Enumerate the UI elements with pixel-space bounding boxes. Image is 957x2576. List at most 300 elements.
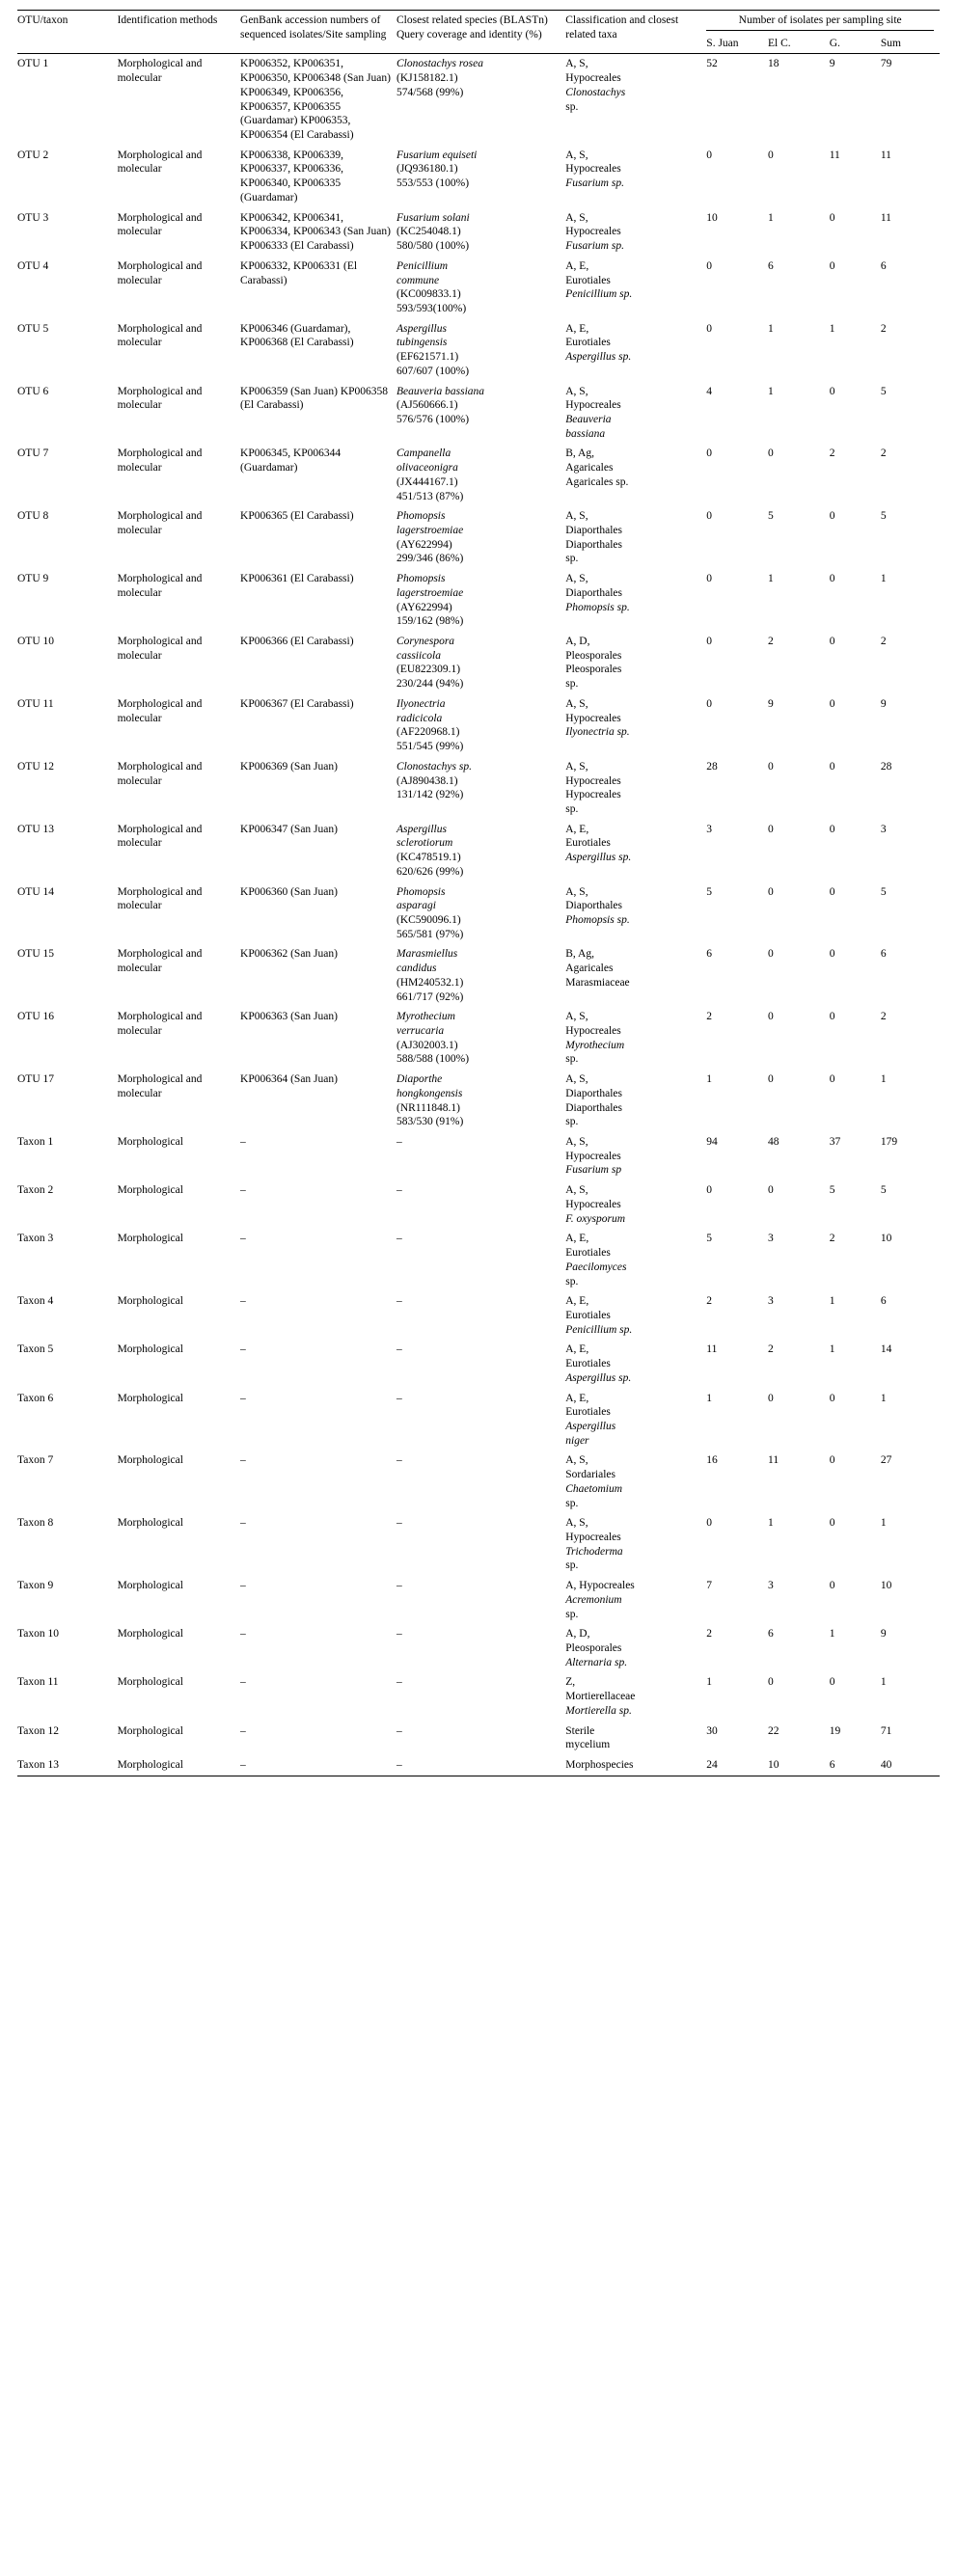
cell-count-sum: 9 [880,697,887,710]
cell-count-guardamar: 0 [829,697,835,710]
cell-identification-methods: Morphological [117,1628,183,1641]
cell-count-el-carabassi: 10 [768,1755,830,1776]
cell-identification-methods: Morphological [117,1233,183,1245]
cell-classification [565,694,706,757]
header-number-of-isolates [706,11,940,34]
classification-line: B, Ag, [565,948,594,961]
header-classification: Classification and closest related taxa [565,11,706,54]
cell-identification-methods: Morphological and molecular [117,322,203,349]
classification-line: sp. [565,1559,579,1572]
cell-genbank-accession: KP006369 (San Juan) [240,760,338,773]
cell-classification [565,944,706,1007]
cell-count-guardamar: 0 [829,211,835,224]
cell-count-sum: 40 [881,1755,940,1776]
classification-line: F. oxysporum [565,1212,626,1225]
cell-count-guardamar: 0 [829,823,835,835]
cell-closest-related-species [396,694,565,757]
cell-classification [565,1672,706,1721]
cell-count-san-juan: 0 [706,447,713,460]
blast-line: 593/593(100%) [396,302,467,314]
cell-classification [565,1513,706,1576]
classification-line: Aspergillus [565,1420,616,1432]
cell-genbank-accession: – [240,1517,246,1530]
cell-classification [565,1180,706,1229]
blast-line: (EU822309.1) [396,664,461,676]
classification-line: A, S, [565,211,588,224]
cell-identification-methods: Morphological and molecular [117,885,203,912]
cell-otu-taxon: OTU 7 [17,447,49,460]
cell-closest-related-species [396,569,565,632]
cell-count-el-carabassi: 2 [768,636,774,648]
blast-line: olivaceonigra [396,462,458,475]
classification-line: A, S, [565,149,588,161]
cell-identification-methods: Morphological [117,1392,183,1404]
blast-line: 299/346 (86%) [396,553,464,565]
classification-line: Mortierellaceae [565,1691,636,1703]
blast-line: sclerotiorum [396,837,453,850]
classification-line: Paecilomyces [565,1261,627,1273]
classification-line: sp. [565,553,579,565]
blast-line: Aspergillus [396,823,447,835]
table-row [17,1576,940,1624]
classification-line: Clonostachys [565,86,626,98]
cell-count-guardamar: 0 [829,1454,835,1467]
cell-count-san-juan: 1 [706,1392,713,1404]
cell-count-el-carabassi: 2 [768,1343,774,1356]
cell-count-guardamar: 1 [829,1628,835,1641]
cell-count-sum: 6 [880,948,887,961]
cell-closest-related-species [396,319,565,382]
cell-count-el-carabassi: 0 [768,1184,774,1197]
cell-count-san-juan: 5 [706,1233,713,1245]
classification-line: Hypocreales [565,789,621,801]
classification-line: Eurotiales [565,1309,611,1321]
blast-line: (JX444167.1) [396,475,458,488]
blast-line: – [396,1724,402,1737]
cell-closest-related-species [396,820,565,882]
table-row [17,1229,940,1291]
cell-otu-taxon: Taxon 1 [17,1136,54,1149]
table-row [17,1672,940,1721]
classification-line: Fusarium sp [565,1164,622,1177]
header-number-of-isolates-label: Number of isolates per sampling site [706,14,934,31]
classification-line: Diaporthales [565,1101,623,1114]
cell-closest-related-species [396,382,565,445]
classification-line: Diaporthales [565,900,623,912]
cell-genbank-accession: KP006359 (San Juan) KP006358 (El Carabassi) [240,385,389,412]
cell-closest-related-species [396,1132,565,1180]
cell-count-sum: 179 [880,1136,898,1149]
cell-count-san-juan: 1 [706,1073,713,1086]
blast-line: 574/568 (99%) [396,86,464,98]
cell-classification [565,1291,706,1340]
cell-identification-methods: Morphological and molecular [117,1073,203,1099]
cell-genbank-accession: – [240,1295,246,1308]
table-row [17,694,940,757]
cell-classification [565,569,706,632]
blast-line: – [396,1759,402,1772]
cell-count-san-juan: 0 [706,149,713,161]
cell-otu-taxon: OTU 17 [17,1073,55,1086]
classification-line: Diaporthales [565,538,623,551]
cell-count-san-juan: 52 [706,54,768,146]
cell-classification [565,1755,706,1776]
cell-count-el-carabassi: 0 [768,885,774,898]
cell-count-san-juan: 0 [706,259,713,272]
cell-otu-taxon: Taxon 9 [17,1580,54,1592]
cell-count-el-carabassi: 0 [768,1073,774,1086]
cell-count-san-juan: 7 [706,1580,713,1592]
cell-identification-methods: Morphological [117,1580,183,1592]
cell-identification-methods: Morphological [117,1184,183,1197]
cell-identification-methods: Morphological and molecular [118,54,240,146]
cell-count-san-juan: 2 [706,1295,713,1308]
cell-identification-methods: Morphological and molecular [117,211,203,238]
cell-otu-taxon: OTU 3 [17,211,49,224]
cell-identification-methods: Morphological and molecular [117,823,203,850]
cell-closest-related-species [396,1229,565,1291]
classification-line: A, S, [565,885,588,898]
cell-closest-related-species [396,757,565,820]
blast-line: (KJ158182.1) [396,72,458,85]
cell-otu-taxon: OTU 11 [17,697,54,710]
cell-classification [565,1070,706,1132]
header-site-san-juan: S. Juan [706,37,739,49]
cell-count-san-juan: 0 [706,636,713,648]
blast-line: (AY622994) [396,538,452,551]
cell-count-guardamar: 9 [830,54,881,146]
classification-line: A, S, [565,510,588,523]
classification-line: Acremonium [565,1593,622,1606]
classification-line: Pleosporales [565,664,622,676]
classification-line: A, S, [565,573,588,585]
header-genbank-accession: GenBank accession numbers of sequenced isolates/Site sampling [240,11,396,54]
cell-genbank-accession: – [240,1392,246,1404]
cell-count-san-juan: 0 [706,322,713,335]
header-identification-methods: Identification methods [118,11,240,54]
cell-identification-methods: Morphological and molecular [117,573,203,599]
blast-line: – [396,1136,402,1149]
table-row [17,257,940,319]
cell-genbank-accession: KP006363 (San Juan) [240,1011,338,1023]
cell-count-sum: 6 [880,1295,887,1308]
classification-line: sp. [565,1116,579,1128]
cell-genbank-accession: KP006361 (El Carabassi) [240,573,354,585]
cell-classification [565,146,706,208]
cell-otu-taxon: OTU 2 [17,149,49,161]
cell-count-sum: 11 [880,149,891,161]
blast-line: 576/576 (100%) [396,413,470,425]
cell-closest-related-species [396,1389,565,1451]
cell-genbank-accession: KP006352, KP006351, KP006350, KP006348 (San Juan) KP006349, KP006356, KP006357, KP006355 (Guardamar) KP006353, KP006354 (El Carabassi) [240,54,396,146]
blast-line: (AF220968.1) [396,726,460,739]
cell-count-guardamar: 5 [829,1184,835,1197]
classification-line: Chaetomium [565,1482,623,1495]
cell-count-san-juan: 0 [706,697,713,710]
cell-count-guardamar: 1 [829,1343,835,1356]
classification-line: Agaricales [565,462,614,475]
cell-count-sum: 2 [880,322,887,335]
cell-genbank-accession: – [240,1628,246,1641]
cell-classification [565,632,706,694]
blast-line: (KC590096.1) [396,913,461,926]
cell-count-san-juan: 2 [706,1628,713,1641]
cell-classification [565,1229,706,1291]
cell-count-sum: 79 [881,54,940,146]
cell-classification [565,208,706,257]
cell-otu-taxon: Taxon 7 [17,1454,54,1467]
classification-line: A, S, [565,1136,588,1149]
blast-line: – [396,1454,402,1467]
cell-identification-methods: Morphological and molecular [117,636,203,662]
cell-closest-related-species [396,1451,565,1513]
cell-genbank-accession: KP006362 (San Juan) [240,948,338,961]
cell-classification [565,444,706,506]
cell-count-san-juan: 1 [706,1676,713,1689]
classification-line: A, S, [565,1184,588,1197]
classification-line: Diaporthales [565,586,623,599]
cell-count-el-carabassi: 11 [768,1454,779,1467]
cell-count-sum: 11 [880,211,891,224]
classification-line: niger [565,1434,589,1447]
cell-count-san-juan: 24 [706,1755,768,1776]
blast-line: 620/626 (99%) [396,865,464,878]
classification-line: Pleosporales [565,1642,622,1655]
cell-count-sum: 2 [880,1011,887,1023]
blast-line: 230/244 (94%) [396,678,464,691]
classification-line: Beauveria [565,413,612,425]
cell-count-sum: 10 [880,1233,892,1245]
classification-line: Sterile [565,1724,595,1737]
cell-count-el-carabassi: 9 [768,697,774,710]
cell-classification [565,1451,706,1513]
cell-count-sum: 10 [880,1580,892,1592]
classification-line: Fusarium sp. [565,177,624,190]
classification-line: Myrothecium [565,1039,625,1051]
cell-count-sum: 2 [880,447,887,460]
cell-identification-methods: Morphological and molecular [117,149,203,176]
classification-line: Hypocreales [565,72,621,85]
table-row [17,506,940,569]
table-row [17,146,940,208]
cell-closest-related-species [396,257,565,319]
header-site-guardamar: G. [829,37,840,49]
cell-genbank-accession: – [240,1755,396,1776]
cell-genbank-accession: – [240,1454,246,1467]
table-row [17,1180,940,1229]
cell-count-sum: 5 [880,385,887,397]
cell-count-sum: 1 [880,1392,887,1404]
cell-otu-taxon: OTU 16 [17,1011,55,1023]
blast-line: Marasmiellus [396,948,458,961]
blast-line: – [396,1676,402,1689]
classification-line: Hypocreales [565,1025,621,1037]
cell-count-guardamar: 0 [829,1676,835,1689]
cell-genbank-accession: KP006346 (Guardamar), KP006368 (El Carabassi) [240,322,354,349]
classification-line: Fusarium sp. [565,240,624,253]
blast-line: 159/162 (98%) [396,615,464,628]
cell-count-guardamar: 0 [829,1073,835,1086]
cell-count-el-carabassi: 0 [768,149,774,161]
cell-closest-related-species [396,1624,565,1672]
cell-genbank-accession: – [240,1343,246,1356]
cell-count-el-carabassi: 6 [768,259,774,272]
classification-line: Alternaria sp. [565,1656,628,1668]
cell-classification [565,882,706,945]
table-row [17,882,940,945]
cell-classification [565,1722,706,1755]
blast-line: Diaporthe [396,1073,443,1086]
classification-line: Penicillium sp. [565,1323,633,1336]
cell-identification-methods: Morphological and molecular [117,385,203,412]
blast-line: Beauveria bassiana [396,385,485,397]
cell-count-guardamar: 0 [829,510,835,523]
cell-count-el-carabassi: 1 [768,385,774,397]
blast-line: verrucaria [396,1025,445,1037]
cell-count-san-juan: 6 [706,948,713,961]
cell-count-sum: 1 [880,573,887,585]
blast-line: (KC009833.1) [396,288,461,301]
classification-line: Sordariales [565,1469,615,1481]
blast-line: Aspergillus [396,322,447,335]
cell-closest-related-species [396,882,565,945]
table-row [17,1624,940,1672]
blast-line: Phomopsis [396,885,446,898]
cell-count-el-carabassi: 0 [768,823,774,835]
cell-otu-taxon: OTU 6 [17,385,49,397]
classification-line: A, E, [565,1343,589,1356]
classification-line: A, S, [565,760,588,773]
classification-line: Eurotiales [565,1247,611,1260]
cell-genbank-accession: KP006342, KP006341, KP006334, KP006343 (San Juan) KP006333 (El Carabassi) [240,211,391,253]
cell-otu-taxon: OTU 14 [17,885,55,898]
classification-line: sp. [565,678,579,691]
cell-count-guardamar: 1 [829,1295,835,1308]
classification-line: Agaricales sp. [565,475,629,488]
blast-line: Clonostachys rosea [396,58,483,70]
blast-line: 583/530 (91%) [396,1116,464,1128]
blast-line: – [396,1343,402,1356]
cell-count-san-juan: 30 [706,1724,718,1737]
table-row [17,757,940,820]
header-site-el-carabassi: El C. [768,37,791,49]
cell-identification-methods: Morphological and molecular [117,760,203,787]
cell-otu-taxon: Taxon 8 [17,1517,54,1530]
cell-count-sum: 5 [880,510,887,523]
blast-line: radicicola [396,712,443,724]
cell-count-guardamar: 0 [829,1392,835,1404]
blast-line: hongkongensis [396,1087,463,1099]
cell-closest-related-species [396,1291,565,1340]
classification-line: Hypocreales [565,712,621,724]
classification-line: Morphospecies [565,1759,634,1772]
classification-line: Aspergillus sp. [565,852,632,864]
table-row [17,1755,940,1776]
cell-identification-methods: Morphological [117,1724,183,1737]
cell-classification [565,1132,706,1180]
cell-identification-methods: Morphological and molecular [117,1011,203,1037]
cell-classification [565,820,706,882]
blast-line: (AJ890438.1) [396,774,458,787]
table-body [17,54,940,1776]
cell-count-guardamar: 0 [829,885,835,898]
blast-line: tubingensis [396,337,448,349]
cell-count-el-carabassi: 0 [768,760,774,773]
table-row [17,208,940,257]
cell-count-sum: 28 [880,760,892,773]
cell-otu-taxon: Taxon 13 [17,1755,118,1776]
cell-otu-taxon: Taxon 4 [17,1295,54,1308]
classification-line: Eurotiales [565,337,611,349]
blast-line: 588/588 (100%) [396,1053,470,1066]
cell-count-guardamar: 37 [829,1136,841,1149]
classification-line: Agaricales [565,963,614,975]
blast-line: Fusarium solani [396,211,470,224]
cell-count-el-carabassi: 3 [768,1580,774,1592]
cell-closest-related-species [396,632,565,694]
cell-identification-methods: Morphological [117,1517,183,1530]
cell-count-sum: 1 [880,1517,887,1530]
cell-identification-methods: Morphological [117,1343,183,1356]
cell-count-sum: 2 [880,636,887,648]
table-row [17,1340,940,1388]
blast-line: 131/142 (92%) [396,789,464,801]
cell-count-el-carabassi: 6 [768,1628,774,1641]
cell-classification [565,757,706,820]
cell-identification-methods: Morphological and molecular [117,447,203,475]
cell-genbank-accession: KP006365 (El Carabassi) [240,510,354,523]
blast-line: (HM240532.1) [396,976,464,989]
blast-line: (AJ560666.1) [396,399,458,412]
classification-line: A, S, [565,1073,588,1086]
cell-genbank-accession: – [240,1724,246,1737]
blast-line: Myrothecium [396,1011,455,1023]
cell-otu-taxon: Taxon 6 [17,1392,54,1404]
cell-count-san-juan: 0 [706,1184,713,1197]
cell-identification-methods: Morphological and molecular [117,948,203,975]
cell-count-sum: 5 [880,885,887,898]
cell-identification-methods: Morphological [117,1676,183,1689]
cell-classification [565,1007,706,1070]
cell-genbank-accession: KP006347 (San Juan) [240,823,338,835]
blast-line: Phomopsis [396,510,446,523]
cell-identification-methods: Morphological [117,1295,183,1308]
cell-classification [565,257,706,319]
classification-line: B, Ag, [565,447,594,460]
cell-classification [565,1576,706,1624]
cell-count-sum: 6 [880,259,887,272]
blast-line: commune [396,274,440,286]
blast-line: – [396,1233,402,1245]
cell-count-guardamar: 1 [829,322,835,335]
cell-otu-taxon: OTU 8 [17,510,49,523]
cell-genbank-accession: KP006345, KP006344 (Guardamar) [240,447,342,475]
blast-line: (AJ302003.1) [396,1039,458,1051]
cell-count-sum: 1 [880,1073,887,1086]
cell-closest-related-species [396,1070,565,1132]
table-row [17,1389,940,1451]
classification-line: A, S, [565,1454,588,1467]
cell-closest-related-species [396,1180,565,1229]
table-row [17,569,940,632]
cell-genbank-accession: KP006338, KP006339, KP006337, KP006336, KP006340, KP006335 (Guardamar) [240,149,344,203]
cell-count-el-carabassi: 48 [768,1136,779,1149]
cell-count-san-juan: 11 [706,1343,718,1356]
blast-line: – [396,1517,402,1530]
cell-count-guardamar: 6 [830,1755,881,1776]
cell-count-sum: 3 [880,823,887,835]
classification-line: A, S, [565,1517,588,1530]
